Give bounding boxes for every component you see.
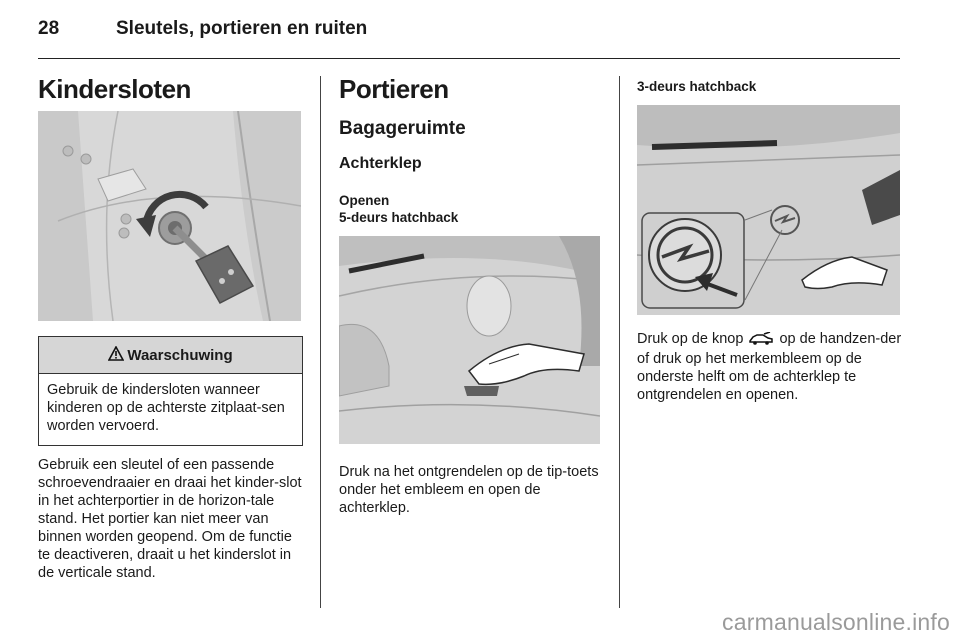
page-number: 28 bbox=[38, 18, 60, 39]
warning-title: Waarschuwing bbox=[127, 346, 233, 364]
section-title-portieren: Portieren bbox=[339, 74, 449, 104]
tailgate-3-door-instructions bbox=[637, 330, 905, 404]
warning-text: Gebruik de kindersloten wanneer kinderen op de achterste zitplaat-sen worden vervoerd. bbox=[47, 382, 285, 434]
tailgate-5-door-caption: Druk na het ontgrendelen op de tip-toets onder het embleem en open de achterklep. bbox=[339, 464, 599, 516]
heading-5-door: 5-deurs hatchback bbox=[339, 210, 459, 225]
column-divider-1 bbox=[320, 76, 321, 608]
warning-header bbox=[39, 337, 302, 374]
instruction-text-before: Druk op de knop bbox=[637, 331, 744, 347]
tailgate-5-door-illustration bbox=[339, 236, 600, 444]
instruction-text-after: op de handzen-der of druk op het merkembleem op de onderste helft om de achterklep te ontgrendelen en openen. bbox=[637, 331, 902, 403]
section-title-kindersloten: Kindersloten bbox=[38, 74, 191, 104]
subsection-title-achterklep: Achterklep bbox=[339, 155, 422, 172]
car-tailgate-icon bbox=[749, 332, 773, 350]
heading-openen: Openen bbox=[339, 193, 390, 208]
heading-3-door: 3-deurs hatchback bbox=[637, 79, 757, 94]
warning-box bbox=[38, 336, 303, 446]
watermark: carmanualsonline.info bbox=[722, 609, 950, 635]
tailgate-3-door-illustration bbox=[637, 105, 900, 315]
warning-triangle-icon bbox=[108, 346, 124, 365]
child-lock-instructions: Gebruik een sleutel of een passende schroevendraaier en draai het kinder-slot in het achterportier in de horizon-tale stand. Het portier kan niet meer van binnen worden geopend. Om de functie te deactiveren, draait u het kinderslot in de verticale stand. bbox=[38, 457, 302, 581]
column-divider-2 bbox=[619, 76, 620, 608]
child-lock-illustration bbox=[38, 111, 301, 321]
header-rule bbox=[38, 58, 900, 59]
chapter-title: Sleutels, portieren en ruiten bbox=[116, 18, 368, 39]
subsection-title-bagageruimte: Bagageruimte bbox=[339, 118, 466, 139]
